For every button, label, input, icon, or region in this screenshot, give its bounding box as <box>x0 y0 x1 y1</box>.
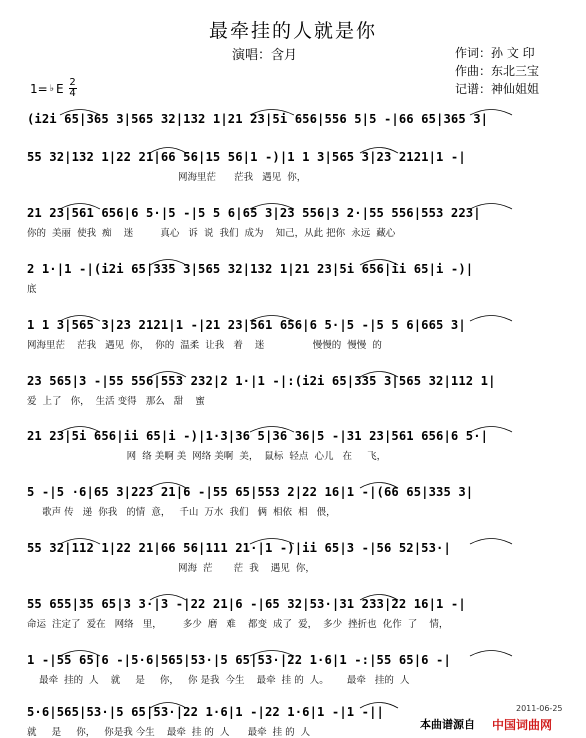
key-note: E <box>55 81 64 96</box>
time-signature-unit: 4 <box>69 88 76 99</box>
footer-source: 本曲谱源自 <box>420 718 475 731</box>
staff-notes: 5 -|5 ·6|65 3|223 21|6 -|55 65|553 2|22 16|1 -|(66 65|335 3| <box>27 485 474 499</box>
key-flat: ♭ <box>49 83 54 94</box>
composer-credit: 作曲：东北三宝 <box>455 64 540 78</box>
staff-notes: 1 1 3|565 3|23 2121|1 -|21 23|561 656|6 5·|5 -|5 5 6|665 3| <box>27 318 466 332</box>
staff-lyrics: 就 是 你， 你是我 今生 最牵 挂 的 人 最牵 挂 的 人 <box>27 727 311 738</box>
staff-lyrics: 命运 注定了 爱在 网络 里， 多少 磨 难 都变 成了 爱， 多少 挫折也 化作 了 情， <box>27 619 449 630</box>
lyricist-credit: 作词：孙 文 印 <box>455 46 535 60</box>
key-label: 1= <box>30 81 48 96</box>
staff-lyrics: 网海里茫 茫我 遇见 你， 你的 温柔 让我 着 迷 慢慢的 慢慢 的 <box>27 340 382 351</box>
staff-lyrics: 你的 美丽 使我 痴 迷 真心 诉 说 我们 成为 知己，从此 把你 永远 藏心 <box>27 228 396 239</box>
staff-notes: 1 -|55 65|6 -|5·6|565|53·|5 65|53·|22 1·6|1 -:|55 65|6 -| <box>27 653 451 667</box>
staff-lyrics: 网 络 美啊 美 网络 美啊 美， 鼠标 轻点 心儿 在 飞， <box>27 451 387 462</box>
transcriber-credit: 记谱：神仙姐姐 <box>455 82 540 96</box>
footer-brand: 中国词曲网 <box>492 718 553 732</box>
staff-notes: 23 565|3 -|55 556|553 232|2 1·|1 -|:(i2i 65|335 3|565 32|112 1| <box>27 374 496 388</box>
staff-notes: (i2i 65|365 3|565 32|132 1|21 23|5i 656|556 5|5 -|66 65|365 3| <box>27 112 489 126</box>
time-signature <box>69 78 77 99</box>
song-title: 最牵挂的人就是你 <box>208 20 377 42</box>
staff-lyrics: 网海里茫 茫我 遇见 你， <box>27 172 307 183</box>
footer-date: 2011-06-25 <box>516 704 563 713</box>
staff-lyrics: 爱 上了 你， 生活 变得 那么 甜 蜜 <box>27 396 205 407</box>
credits-block <box>455 44 539 98</box>
staff-lyrics: 歌声 传 递 你我 的情 意， 千山 万水 我们 俩 相依 相 偎， <box>27 507 336 518</box>
staff-notes: 55 32|112 1|22 21|66 56|111 21·|1 -)|ii 65|3 -|56 52|53·| <box>27 541 451 555</box>
staff-notes: 55 655|35 65|3 3·|3 -|22 21|6 -|65 32|53·|31 233|22 16|1 -| <box>27 597 466 611</box>
staff-notes: 5·6|565|53·|5 65|53·|22 1·6|1 -|22 1·6|1 -|1 -|| <box>27 705 384 719</box>
time-signature-beats: 2 <box>69 77 76 88</box>
singer-credit: 演唱：含月 <box>232 48 298 63</box>
staff-lyrics: 最牵 挂的 人 就 是 你， 你 是我 今生 最牵 挂 的 人。 最牵 挂的 人 <box>27 675 410 686</box>
staff-notes: 21 23|561 656|6 5·|5 -|5 5 6|65 3|23 556|3 2·|55 556|553 223| <box>27 206 481 220</box>
staff-lyrics: 网海 茫 茫 我 遇见 你， <box>27 563 315 574</box>
staff-notes: 21 23|5i 656|ii 65|i -)|1·3|36 5|36 36|5 -|31 23|561 656|6 5·| <box>27 429 489 443</box>
staff-notes: 2 1·|1 -|(i2i 65|335 3|565 32|132 1|21 23|5i 656|ii 65|i -)| <box>27 262 474 276</box>
staff-lyrics: 底 <box>27 284 37 295</box>
key-signature <box>30 78 77 99</box>
staff-notes: 55 32|132 1|22 21|66 56|15 56|1 -)|1 1 3|565 3|23 2121|1 -| <box>27 150 466 164</box>
